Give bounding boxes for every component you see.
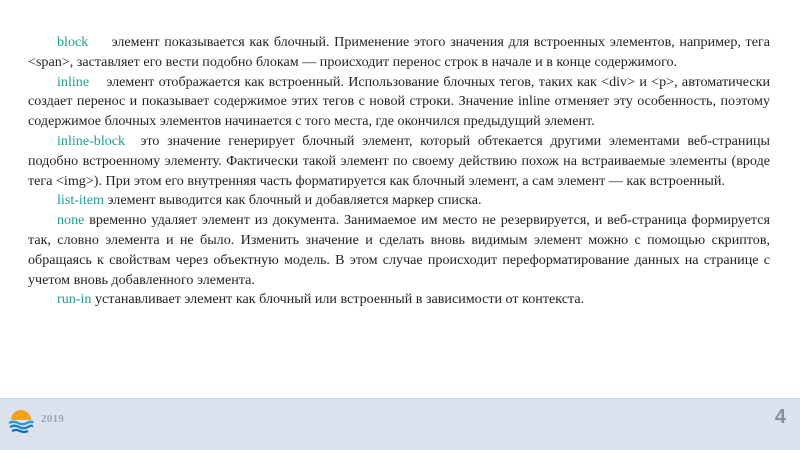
keyword-block: block (57, 34, 89, 50)
paragraph-inline (28, 73, 770, 132)
keyword-inline-block: inline-block (57, 132, 126, 149)
paragraph-text: это значение генерирует блочный элемент, который обтекается другими элементами веб-страницы подобно встроенному элементу. Фактически такой элемент по своему действию похож на встраиваемые элементы (вроде тега <img>). При этом его внутренняя часть форматируется как блочный элемент, а сам элемент — как встроенный. (28, 132, 771, 189)
paragraph-none (28, 211, 770, 290)
keyword-none: none (57, 212, 85, 229)
sun-over-waves-icon (6, 405, 36, 435)
slide-footer (0, 399, 800, 450)
keyword-inline: inline (57, 73, 90, 90)
footer-year: 2019 (41, 413, 65, 425)
paragraph-text: элемент выводится как блочный и добавляется маркер списка. (107, 192, 482, 209)
slide-body (28, 33, 770, 310)
paragraph-block (28, 33, 770, 73)
paragraph-run-in (28, 290, 770, 310)
paragraph-text: элемент отображается как встроенный. Использование блочных тегов, таких как <div> и <p>, автоматически создает перенос и показывает содержимое этих тегов с новой строки. Значение inline отменяет эту особенность, поэтому содержимое блочных элементов начинается с того места, где окончился предыдущий элемент. (28, 73, 771, 130)
paragraph-text: временно удаляет элемент из документа. Занимаемое им место не резервируется, и веб-страница формируется так, словно элемента и не было. Изменить значение и сделать вновь видимым элемент можно с помощью скриптов, обращаясь к свойствам через объектную модель. В этом случае происходит переформатирование данных на странице с учетом вновь добавленного элемента. (28, 212, 770, 288)
paragraph-text: элемент показывается как блочный. Применение этого значения для встроенных элементов, например, тега <span>, заставляет его вести подобно блокам — происходит перенос строк в начале и в конце содержимого. (28, 34, 770, 70)
keyword-run-in: run-in (57, 291, 92, 308)
paragraph-inline-block (28, 132, 770, 191)
paragraph-list-item (28, 191, 770, 211)
paragraph-text: устанавливает элемент как блочный или встроенный в зависимости от контекста. (94, 291, 585, 308)
keyword-list-item: list-item (57, 192, 104, 209)
page-number: 4 (774, 406, 786, 428)
